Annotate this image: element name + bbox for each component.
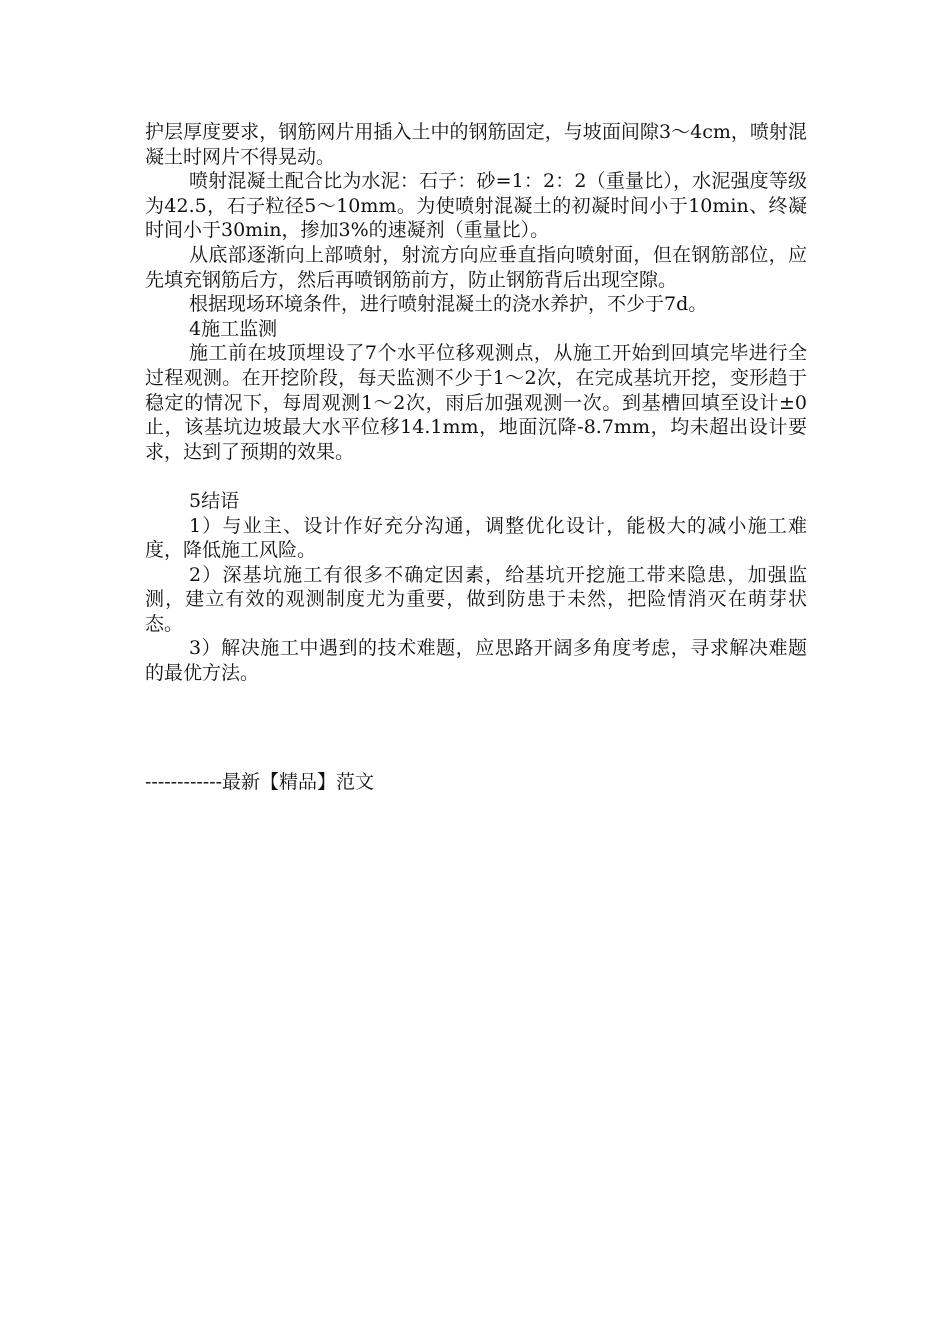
section-heading-monitoring: 4施工监测	[189, 317, 278, 340]
footer-note: ------------最新【精品】范文	[145, 771, 375, 793]
conclusion-item-3: 3）解决施工中遇到的技术难题，应思路开阔多角度考虑，寻求解决难题的最优方法。	[145, 637, 807, 685]
conclusion-item-1: 1）与业主、设计作好充分沟通，调整优化设计，能极大的减小施工难度，降低施工风险。	[145, 514, 807, 562]
paragraph-mix-ratio: 喷射混凝土配合比为水泥：石子：砂=1：2：2（重量比），水泥强度等级为42.5，石子粒径5～10mm。为使喷射混凝土的初凝时间小于10min、终凝时间小于30min，掺加3%的速凝剂（重量比）。	[145, 170, 807, 242]
paragraph-rebar-mesh: 护层厚度要求，钢筋网片用插入土中的钢筋固定，与坡面间隙3～4cm，喷射混凝土时网片不得晃动。	[145, 121, 807, 168]
section-heading-conclusion: 5结语	[189, 489, 240, 512]
paragraph-monitoring: 施工前在坡顶埋设了7个水平位移观测点，从施工开始到回填完毕进行全过程观测。在开挖阶段，每天监测不少于1～2次，在完成基坑开挖，变形趋于稳定的情况下，每周观测1～2次，雨后加强观测一次。到基槽回填至设计±0止，该基坑边坡最大水平位移14.1mm，地面沉降-8.7mm，均未超出设计要求，达到了预期的效果。	[145, 342, 807, 463]
document-body	[145, 120, 807, 686]
conclusion-item-2: 2）深基坑施工有很多不确定因素，给基坑开挖施工带来隐患，加强监测，建立有效的观测制度尤为重要，做到防患于未然，把险情消灭在萌芽状态。	[145, 563, 807, 635]
paragraph-spray-direction: 从底部逐渐向上部喷射，射流方向应垂直指向喷射面，但在钢筋部位，应先填充钢筋后方，然后再喷钢筋前方，防止钢筋背后出现空隙。	[145, 243, 807, 291]
paragraph-curing: 根据现场环境条件，进行喷射混凝土的浇水养护，不少于7d。	[189, 293, 708, 316]
